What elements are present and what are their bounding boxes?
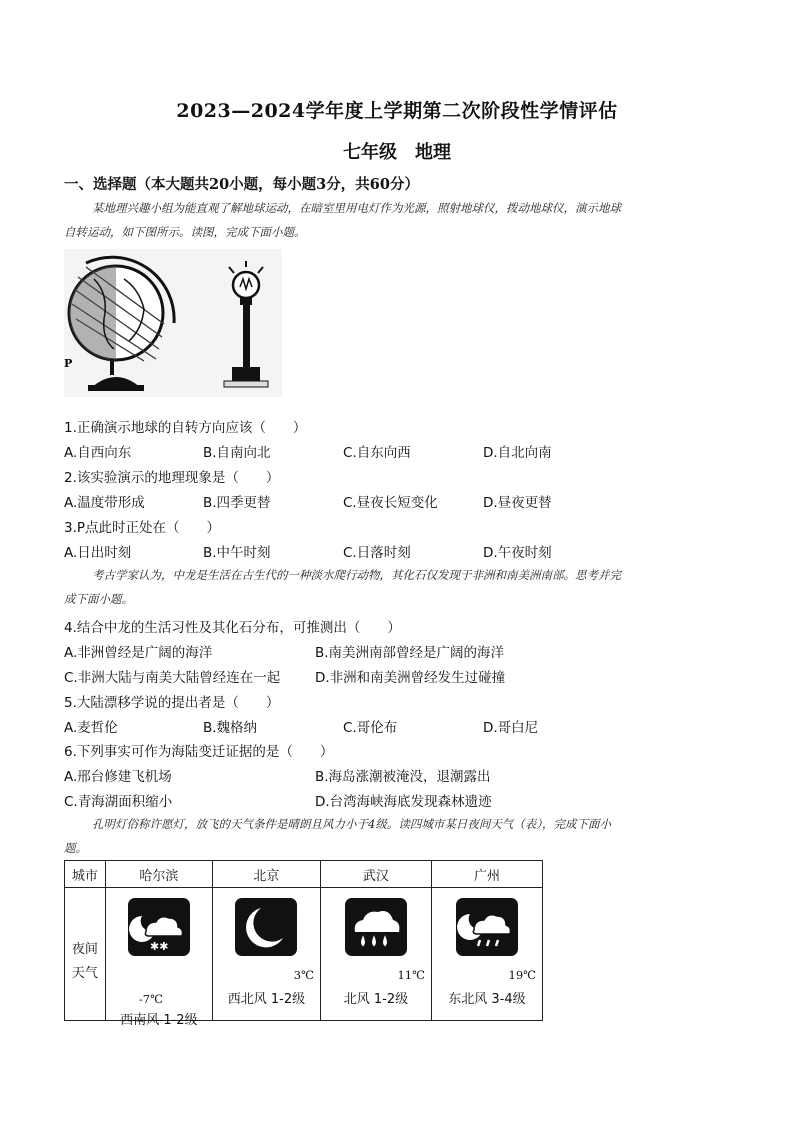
intro-passage-1 bbox=[64, 196, 734, 244]
option-6d[interactable]: D.台湾海峡海底发现森林遗迹 bbox=[315, 794, 492, 810]
temp-beijing: 3℃ bbox=[293, 968, 314, 982]
table-header-beijing: 北京 bbox=[212, 861, 320, 888]
wind-beijing: 西北风 1-2级 bbox=[227, 992, 306, 1007]
question-5: 5.大陆漂移学说的提出者是（ ） bbox=[64, 695, 280, 711]
row-label-night-weather: 夜间天气 bbox=[65, 888, 106, 1021]
page-subtitle: 七年级 地理 bbox=[343, 142, 451, 163]
wind-guangzhou: 东北风 3-4级 bbox=[448, 992, 526, 1007]
question-6: 6.下列事实可作为海陆变迁证据的是（ ） bbox=[64, 744, 334, 760]
option-5d[interactable]: D.哥白尼 bbox=[483, 720, 539, 736]
page-title: 2023—2024学年度上学期第二次阶段性学情评估 bbox=[176, 100, 618, 122]
option-1c[interactable]: C.自东向西 bbox=[343, 445, 411, 461]
question-1: 1.正确演示地球的自转方向应该（ ） bbox=[64, 420, 307, 436]
wind-harbin: 西南风 1-2级 bbox=[120, 1013, 198, 1028]
intro-line: 自转运动，如下图所示。读图，完成下面小题。 bbox=[64, 225, 306, 239]
weather-cell-harbin bbox=[105, 888, 212, 1028]
intro-line: 某地理兴趣小组为能直观了解地球运动，在暗室里用电灯作为光源，照射地球仪，拨动地球仪，演示地球 bbox=[92, 201, 621, 215]
option-4c[interactable]: C.非洲大陆与南美大陆曾经连在一起 bbox=[64, 670, 281, 686]
globe-lamp-figure bbox=[64, 249, 282, 397]
option-5a[interactable]: A.麦哲伦 bbox=[64, 720, 118, 736]
option-2a[interactable]: A.温度带形成 bbox=[64, 495, 145, 511]
option-3c[interactable]: C.日落时刻 bbox=[343, 545, 411, 561]
question-3: 3.P点此时正处在（ ） bbox=[64, 520, 221, 536]
option-5b[interactable]: B.魏格纳 bbox=[203, 720, 258, 736]
option-3a[interactable]: A.日出时刻 bbox=[64, 545, 132, 561]
snow-cloud-icon bbox=[128, 898, 190, 956]
table-header-city: 城市 bbox=[65, 861, 106, 888]
intro-line: 考古学家认为，中龙是生活在古生代的一种淡水爬行动物，其化石仅发现于非洲和南美洲南部。思考并完 bbox=[92, 568, 621, 582]
question-2: 2.该实验演示的地理现象是（ ） bbox=[64, 470, 280, 486]
option-6b[interactable]: B.海岛涨潮被淹没，退潮露出 bbox=[315, 769, 491, 785]
option-4a[interactable]: A.非洲曾经是广阔的海洋 bbox=[64, 645, 213, 661]
wind-wuhan: 北风 1-2级 bbox=[343, 992, 409, 1007]
section-title: 一、选择题（本大题共20小题，每小题3分，共60分） bbox=[64, 176, 419, 193]
option-3b[interactable]: B.中午时刻 bbox=[203, 545, 271, 561]
intro-passage-2 bbox=[64, 563, 734, 611]
option-2c[interactable]: C.昼夜长短变化 bbox=[343, 495, 438, 511]
table-header-wuhan: 武汉 bbox=[320, 861, 431, 888]
option-1d[interactable]: D.自北向南 bbox=[483, 445, 552, 461]
option-6a[interactable]: A.邢台修建飞机场 bbox=[64, 769, 172, 785]
temp-guangzhou: 19℃ bbox=[508, 968, 536, 982]
rain-cloud-icon bbox=[345, 898, 407, 956]
intro-line: 题。 bbox=[64, 841, 87, 855]
option-1a[interactable]: A.自西向东 bbox=[64, 445, 132, 461]
option-2b[interactable]: B.四季更替 bbox=[203, 495, 271, 511]
intro-line: 孔明灯俗称许愿灯，放飞的天气条件是晴朗且风力小于4级。读四城市某日夜间天气（表），完成下面小 bbox=[92, 817, 612, 831]
option-4d[interactable]: D.非洲和南美洲曾经发生过碰撞 bbox=[315, 670, 506, 686]
intro-passage-3 bbox=[64, 812, 734, 860]
night-rain-icon bbox=[456, 898, 518, 956]
weather-table bbox=[64, 860, 543, 1028]
table-header-row bbox=[65, 861, 543, 888]
moon-icon bbox=[235, 898, 297, 956]
option-3d[interactable]: D.午夜时刻 bbox=[483, 545, 552, 561]
weather-cell-beijing bbox=[212, 888, 320, 1021]
option-2d[interactable]: D.昼夜更替 bbox=[483, 495, 552, 511]
table-row bbox=[65, 888, 543, 1021]
svg-text:✱✱: ✱✱ bbox=[149, 940, 169, 953]
weather-cell-guangzhou bbox=[431, 888, 542, 1021]
option-5c[interactable]: C.哥伦布 bbox=[343, 720, 398, 736]
table-header-guangzhou: 广州 bbox=[431, 861, 542, 888]
question-4: 4.结合中龙的生活习性及其化石分布，可推测出（ ） bbox=[64, 620, 401, 636]
point-p-label: P bbox=[64, 357, 73, 370]
table-header-harbin: 哈尔滨 bbox=[105, 861, 212, 888]
intro-line: 成下面小题。 bbox=[64, 592, 133, 606]
option-1b[interactable]: B.自南向北 bbox=[203, 445, 271, 461]
option-6c[interactable]: C.青海湖面积缩小 bbox=[64, 794, 173, 810]
temp-harbin: -7℃ bbox=[138, 992, 163, 1006]
temp-wuhan: 11℃ bbox=[397, 968, 425, 982]
option-4b[interactable]: B.南美洲南部曾经是广阔的海洋 bbox=[315, 645, 505, 661]
weather-cell-wuhan bbox=[320, 888, 431, 1021]
